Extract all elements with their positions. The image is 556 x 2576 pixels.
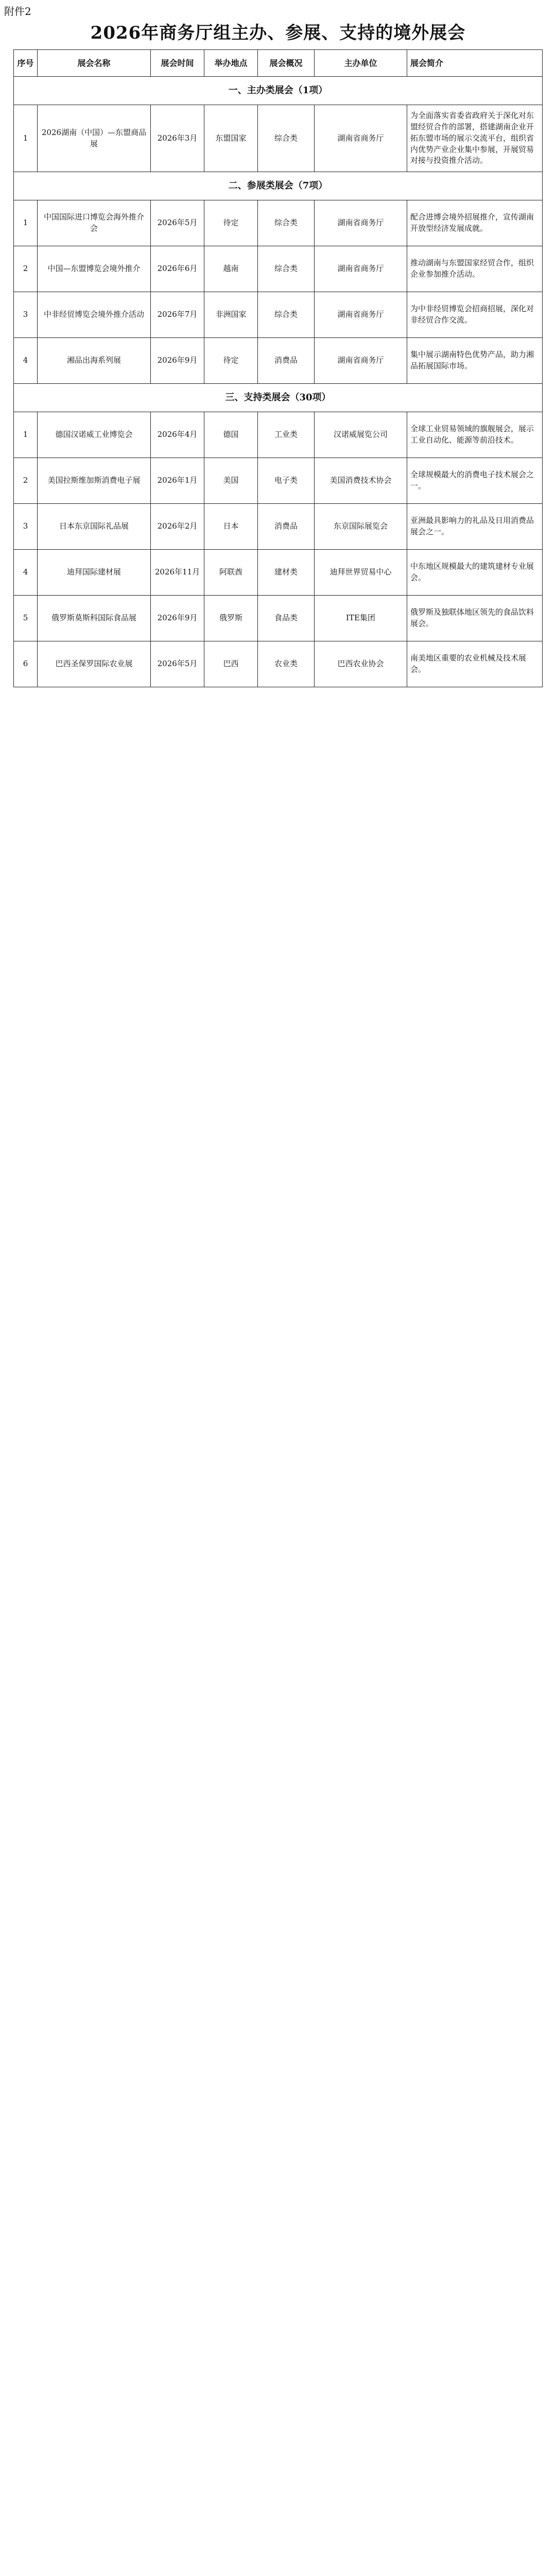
table-cell-time: 2026年3月 [151,105,204,172]
attachment-label: 附件2 [4,5,31,18]
table-cell-name: 湘品出海系列展 [38,338,151,383]
table-cell-name: 中国—东盟博览会境外推介 [38,246,151,292]
section-title: 二、参展类展会（7项） [228,180,328,192]
header-cell: 展会概况 [258,50,315,76]
table-cell-name: 日本东京国际礼品展 [38,504,151,549]
section-row [13,172,543,200]
table-cell-no: 1 [14,412,38,457]
table-cell-time: 2026年6月 [151,246,204,292]
table-row [13,105,543,172]
table-cell-org: 湖南省商务厅 [315,338,407,383]
table-cell-overview: 建材类 [258,550,315,595]
table-cell-name: 巴西圣保罗国际农业展 [38,641,151,687]
table-cell-name: 中国国际进口博览会海外推介会 [38,200,151,246]
table-cell-desc: 亚洲最具影响力的礼品及日用消费品展会之一。 [410,516,534,537]
table-cell-place: 巴西 [204,641,258,687]
table-cell-org: 湖南省商务厅 [315,292,407,337]
table-cell-time: 2026年4月 [151,412,204,457]
exhibition-table [13,49,543,687]
table-cell-place: 非洲国家 [204,292,258,337]
header-cell: 展会简介 [410,58,444,68]
table-cell-name: 美国拉斯维加斯消费电子展 [38,458,151,503]
table-cell-overview: 食品类 [258,596,315,641]
table-cell-place: 越南 [204,246,258,292]
table-cell-overview: 工业类 [258,412,315,457]
table-cell-overview: 消费品 [258,504,315,549]
table-cell-time: 2026年7月 [151,292,204,337]
table-cell-org: 东京国际展览会 [315,504,407,549]
table-cell-no: 3 [14,292,38,337]
table-cell-time: 2026年5月 [151,641,204,687]
table-cell-name: 中非经贸博览会境外推介活动 [38,292,151,337]
table-cell-place: 德国 [204,412,258,457]
table-cell-no: 1 [14,200,38,246]
header-cell: 序号 [14,50,38,76]
table-cell-place: 美国 [204,458,258,503]
table-cell-overview: 电子类 [258,458,315,503]
table-cell-org: 湖南省商务厅 [315,246,407,292]
table-cell-desc: 全球工业贸易领域的旗舰展会，展示工业自动化、能源等前沿技术。 [410,424,534,445]
document-title: 2026年商务厅组主办、参展、支持的境外展会 [90,23,466,43]
table-cell-place: 阿联酋 [204,550,258,595]
table-cell-place: 日本 [204,504,258,549]
table-row [13,641,543,687]
table-cell-time: 2026年5月 [151,200,204,246]
table-cell-overview: 综合类 [258,200,315,246]
table-cell-time: 2026年11月 [151,550,204,595]
table-cell-no: 3 [14,504,38,549]
table-cell-desc: 南美地区重要的农业机械及技术展会。 [410,653,527,674]
table-cell-desc: 为中非经贸博览会招商招展，深化对非经贸合作交流。 [410,304,534,325]
table-cell-org: 湖南省商务厅 [315,105,407,172]
table-row [13,338,543,384]
table-cell-time: 2026年9月 [151,338,204,383]
table-row [13,596,543,641]
table-cell-org: ITE集团 [315,596,407,641]
table-cell-no: 5 [14,596,38,641]
table-cell-overview: 综合类 [258,105,315,172]
section-row [13,77,543,105]
table-cell-overview: 综合类 [258,246,315,292]
table-cell-place: 东盟国家 [204,105,258,172]
table-cell-desc: 中东地区规模最大的建筑建材专业展会。 [410,562,534,583]
table-cell-name: 2026湖南（中国）—东盟商品展 [38,105,151,172]
section-title: 三、支持类展会（30项） [225,392,331,403]
table-cell-name: 俄罗斯莫斯科国际食品展 [38,596,151,641]
table-cell-no: 4 [14,550,38,595]
table-cell-desc: 全球规模最大的消费电子技术展会之一。 [410,470,534,491]
table-cell-place: 待定 [204,338,258,383]
table-cell-desc: 俄罗斯及独联体地区领先的食品饮料展会。 [410,607,534,629]
section-row [13,384,543,412]
table-cell-overview: 综合类 [258,292,315,337]
table-cell-no: 2 [14,246,38,292]
header-cell: 展会名称 [38,50,151,76]
table-cell-name: 迪拜国际建材展 [38,550,151,595]
table-row [13,200,543,246]
table-cell-desc: 推动湖南与东盟国家经贸合作，组织企业参加推介活动。 [410,258,534,279]
table-cell-org: 美国消费技术协会 [315,458,407,503]
table-cell-desc: 集中展示湖南特色优势产品，助力湘品拓展国际市场。 [410,350,534,371]
section-title: 一、主办类展会（1项） [228,85,328,96]
table-row [13,504,543,550]
table-cell-org: 汉诺威展览公司 [315,412,407,457]
table-cell-time: 2026年2月 [151,504,204,549]
table-cell-place: 待定 [204,200,258,246]
table-cell-overview: 农业类 [258,641,315,687]
table-cell-desc: 配合进博会境外招展推介，宣传湖南开放型经济发展成就。 [410,212,534,233]
table-cell-no: 6 [14,641,38,687]
table-row [13,412,543,458]
table-cell-desc: 为全面落实省委省政府关于深化对东盟经贸合作的部署，搭建湖南企业开拓东盟市场的展示交流平台，组织省内优势产业企业集中参展，开展贸易对接与投资推介活动。 [410,111,534,165]
table-row [13,292,543,338]
table-row [13,550,543,596]
header-cell: 展会时间 [151,50,204,76]
table-row [13,246,543,292]
header-cell: 主办单位 [315,50,407,76]
table-cell-no: 2 [14,458,38,503]
table-cell-place: 俄罗斯 [204,596,258,641]
table-cell-no: 4 [14,338,38,383]
table-cell-org: 迪拜世界贸易中心 [315,550,407,595]
table-cell-org: 湖南省商务厅 [315,200,407,246]
table-header-row [13,49,543,77]
table-cell-time: 2026年1月 [151,458,204,503]
table-cell-name: 德国汉诺威工业博览会 [38,412,151,457]
table-cell-org: 巴西农业协会 [315,641,407,687]
table-cell-time: 2026年9月 [151,596,204,641]
table-cell-no: 1 [14,105,38,172]
table-cell-overview: 消费品 [258,338,315,383]
table-row [13,458,543,504]
header-cell: 举办地点 [204,50,258,76]
